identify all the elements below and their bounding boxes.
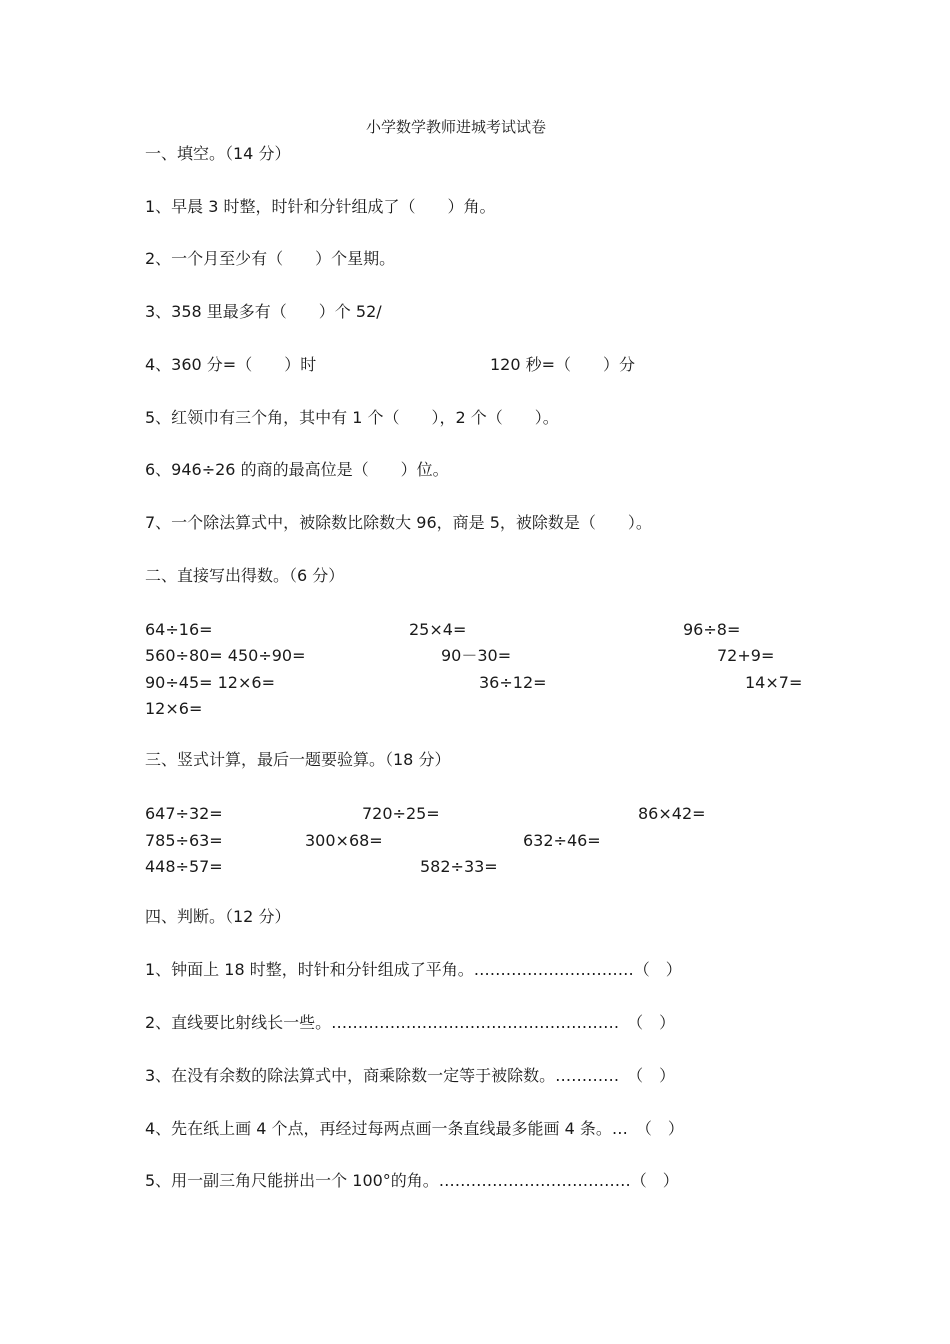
vertical-problem: 632÷46= [523, 831, 601, 850]
vertical-problem: 785÷63= [145, 831, 223, 850]
fill-item-4a: 4、360 分=（ ）时 [145, 355, 317, 374]
vertical-problem: 720÷25= [362, 804, 440, 823]
vertical-problem: 582÷33= [420, 857, 498, 876]
oral-problem: 64÷16= [145, 620, 213, 639]
oral-problem: 36÷12= [479, 673, 547, 692]
judge-item-4: 4、先在纸上画 4 个点，再经过每两点画一条直线最多能画 4 条。… （ ） [145, 1119, 684, 1138]
judge-item-2: 2、直线要比射线长一些。……………………………………………… （ ） [145, 1013, 676, 1032]
judge-item-1: 1、钟面上 18 时整，时针和分针组成了平角。…………………………（ ） [145, 960, 682, 979]
judge-item-3: 3、在没有余数的除法算式中，商乘除数一定等于被除数。………… （ ） [145, 1066, 676, 1085]
section-1-heading: 一、填空。（14 分） [145, 144, 291, 163]
fill-item-3: 3、358 里最多有（ ）个 52/ [145, 302, 382, 321]
oral-problem: 90÷45= 12×6= [145, 673, 275, 692]
oral-problem: 560÷80= 450÷90= [145, 646, 306, 665]
section-4-heading: 四、判断。（12 分） [145, 907, 291, 926]
fill-item-6: 6、946÷26 的商的最高位是（ ）位。 [145, 460, 449, 479]
fill-item-1: 1、早晨 3 时整，时针和分针组成了（ ）角。 [145, 197, 496, 216]
oral-problem: 12×6= [145, 699, 203, 718]
oral-problem: 72+9= [717, 646, 775, 665]
judge-item-5: 5、用一副三角尺能拼出一个 100°的角。………………………………（ ） [145, 1171, 679, 1190]
page-title: 小学数学教师进城考试试卷 [366, 118, 547, 136]
fill-item-5: 5、红领巾有三个角，其中有 1 个（ ），2 个（ ）。 [145, 408, 559, 427]
fill-item-2: 2、一个月至少有（ ）个星期。 [145, 249, 396, 268]
fill-item-4b: 120 秒=（ ）分 [490, 355, 636, 374]
oral-problem: 25×4= [409, 620, 467, 639]
oral-problem: 14×7= [745, 673, 803, 692]
section-3-heading: 三、竖式计算，最后一题要验算。（18 分） [145, 750, 451, 769]
vertical-problem: 647÷32= [145, 804, 223, 823]
vertical-problem: 86×42= [638, 804, 706, 823]
section-2-heading: 二、直接写出得数。（6 分） [145, 566, 345, 585]
fill-item-7: 7、一个除法算式中，被除数比除数大 96，商是 5，被除数是（ ）。 [145, 513, 652, 532]
vertical-problem: 300×68= [305, 831, 383, 850]
vertical-problem: 448÷57= [145, 857, 223, 876]
oral-problem: 90－30= [441, 646, 512, 665]
oral-problem: 96÷8= [683, 620, 741, 639]
